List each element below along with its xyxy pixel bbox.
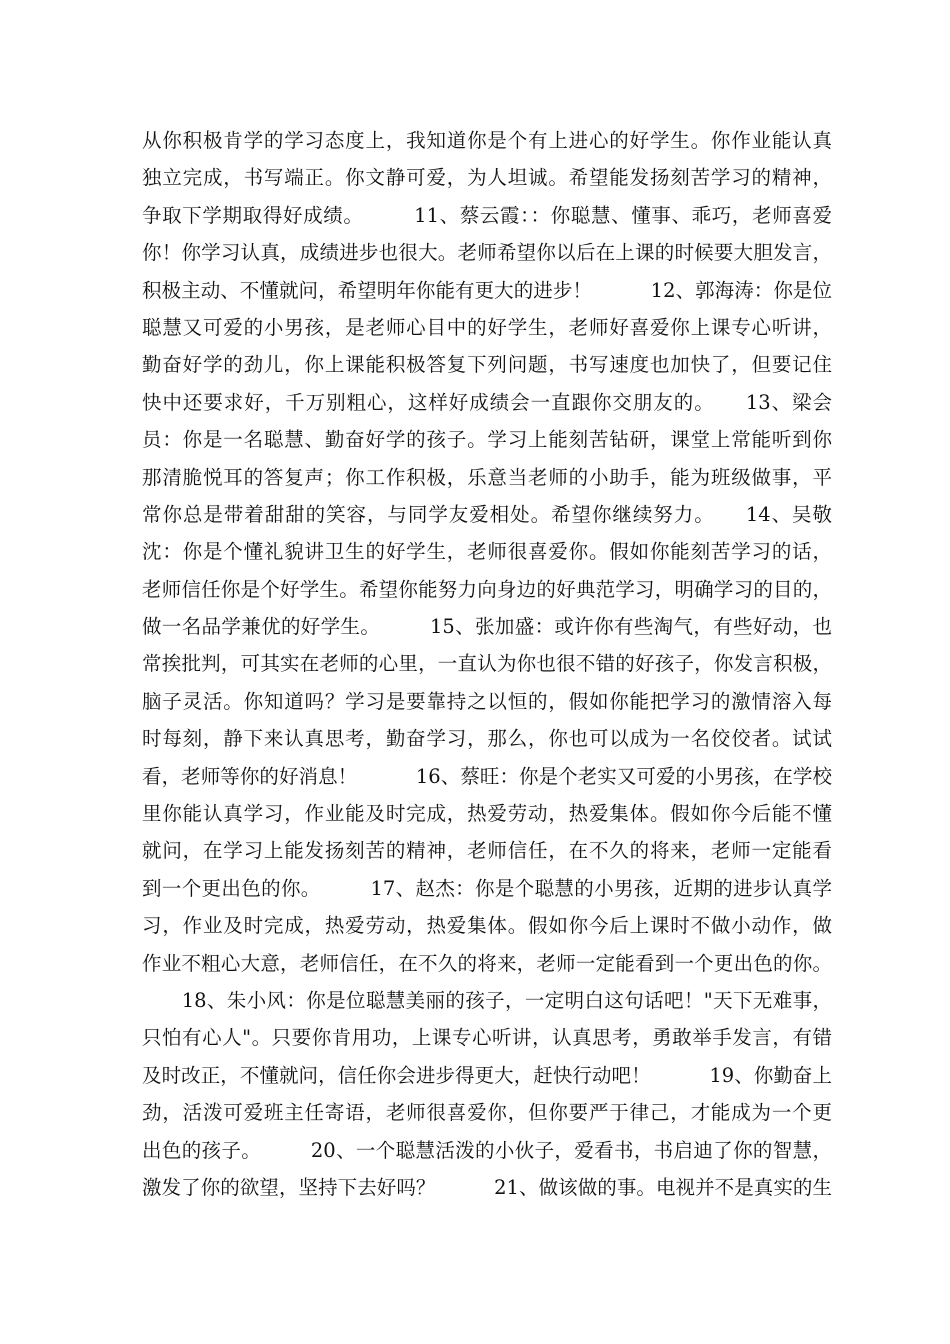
- text-line: 时每刻，静下来认真思考，勤奋学习，那么，你也可以成为一名佼佼者。试试: [142, 727, 832, 751]
- text-line: 到一个更出色的你。 17、赵杰：你是个聪慧的小男孩，近期的进步认真学: [142, 876, 832, 900]
- document-body: [142, 122, 832, 1206]
- text-line: 出色的孩子。 20、一个聪慧活泼的小伙子，爱看书，书启迪了你的智慧，: [142, 1138, 832, 1162]
- text-line: 看，老师等你的好消息！ 16、蔡旺：你是个老实又可爱的小男孩，在学校: [142, 764, 832, 788]
- text-line: 做一名品学兼优的好学生。 15、张加盛：或许你有些淘气，有些好动，也: [142, 615, 832, 639]
- text-line: 老师信任你是个好学生。希望你能努力向身边的好典范学习，明确学习的目的，: [142, 577, 832, 601]
- text-line: 只怕有心人"。只要你肯用功，上课专心听讲，认真思考，勇敢举手发言，有错: [142, 1026, 832, 1050]
- text-line: 独立完成，书写端正。你文静可爱，为人坦诚。希望能发扬刻苦学习的精神，: [142, 166, 832, 190]
- text-line: 18、朱小风：你是位聪慧美丽的孩子，一定明白这句话吧！"天下无难事，: [142, 988, 832, 1012]
- text-line: 激发了你的欲望，坚持下去好吗？ 21、做该做的事。电视并不是真实的生: [142, 1175, 832, 1199]
- text-line: 习，作业及时完成，热爱劳动，热爱集体。假如你今后上课时不做小动作，做: [142, 914, 832, 938]
- text-line: 沈：你是个懂礼貌讲卫生的好学生，老师很喜爱你。假如你能刻苦学习的话，: [142, 540, 832, 564]
- text-line: 作业不粗心大意，老师信任，在不久的将来，老师一定能看到一个更出色的你。: [142, 951, 832, 975]
- text-line: 积极主动、不懂就问，希望明年你能有更大的进步！ 12、郭海涛：你是位: [142, 278, 832, 302]
- text-line: 那清脆悦耳的答复声；你工作积极，乐意当老师的小助手，能为班级做事，平: [142, 465, 832, 489]
- text-line: 就问，在学习上能发扬刻苦的精神，老师信任，在不久的将来，老师一定能看: [142, 839, 832, 863]
- text-line: 你！你学习认真，成绩进步也很大。老师希望你以后在上课的时候要大胆发言，: [142, 241, 832, 265]
- text-line: 快中还要求好，千万别粗心，这样好成绩会一直跟你交朋友的。 13、梁会: [142, 390, 832, 414]
- text-line: 勤奋好学的劲儿，你上课能积极答复下列问题，书写速度也加快了，但要记住: [142, 353, 832, 377]
- text-line: 聪慧又可爱的小男孩，是老师心目中的好学生，老师好喜爱你上课专心听讲，: [142, 315, 832, 339]
- text-line: 常挨批判，可其实在老师的心里，一直认为你也很不错的好孩子，你发言积极，: [142, 652, 832, 676]
- text-line: 争取下学期取得好成绩。 11、蔡云霞：：你聪慧、懂事、乖巧，老师喜爱: [142, 203, 832, 227]
- text-line: 常你总是带着甜甜的笑容，与同学友爱相处。希望你继续努力。 14、吴敬: [142, 502, 832, 526]
- text-line: 及时改正，不懂就问，信任你会进步得更大，赶快行动吧！ 19、你勤奋上: [142, 1063, 832, 1087]
- text-line: 脑子灵活。你知道吗？学习是要靠持之以恒的，假如你能把学习的激情溶入每: [142, 689, 832, 713]
- text-line: 里你能认真学习，作业能及时完成，热爱劳动，热爱集体。假如你今后能不懂: [142, 802, 832, 826]
- text-line: 从你积极肯学的学习态度上，我知道你是个有上进心的好学生。你作业能认真: [142, 129, 832, 152]
- text-line: 劲，活泼可爱班主任寄语，老师很喜爱你，但你要严于律己，才能成为一个更: [142, 1101, 832, 1125]
- text-line: 员：你是一名聪慧、勤奋好学的孩子。学习上能刻苦钻研，课堂上常能听到你: [142, 428, 832, 452]
